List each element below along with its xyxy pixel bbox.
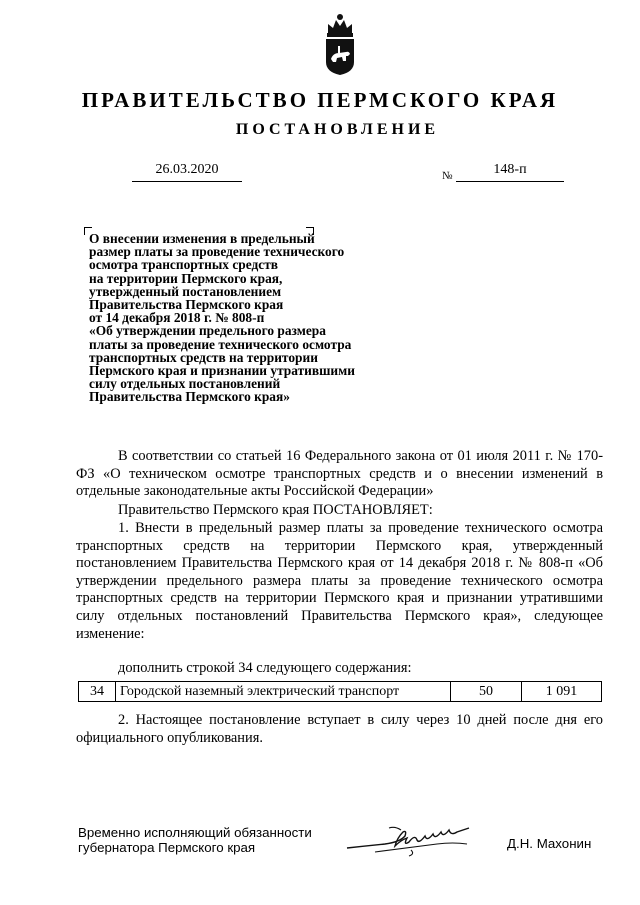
- government-title: ПРАВИТЕЛЬСТВО ПЕРМСКОГО КРАЯ: [81, 88, 559, 112]
- subject-line: «Об утверждении предельного размера: [89, 323, 326, 339]
- document-date: 26.03.2020: [132, 162, 242, 182]
- subject-line: Правительства Пермского края: [89, 297, 284, 313]
- document-type: ПОСТАНОВЛЕНИЕ: [235, 121, 440, 138]
- amendment-table: [78, 681, 602, 702]
- table-cell-value-2: 1 091: [522, 682, 602, 702]
- signatory-position: [78, 825, 312, 855]
- subject-line: от 14 декабря 2018 г. № 808-п: [89, 310, 265, 326]
- table-row: [79, 682, 602, 702]
- resolution-clause: [76, 502, 603, 520]
- subject-line: Пермского края и признании утратившими: [89, 363, 355, 379]
- subject-line: О внесении изменения в предельный: [89, 231, 315, 246]
- signatory-name: Д.Н. Махонин: [507, 836, 592, 851]
- subject-line: утвержденный постановлением: [89, 283, 282, 299]
- item-1-text: 1. Внести в предельный размер платы за проведение технического осмотра транспортных средств на территории Пермского края, утвержденный постановлением Правительства Пермского края от 14 декабря 2018 г. № 808-п «Об утверждении предельного размера платы за проведение технического осмотра транспортных средств на территории Пермского края и признании утратившими силу отдельных постановлений Правительства Пермского края», следующее изменение:: [76, 520, 603, 642]
- item-2-text: 2. Настоящее постановление вступает в силу через 10 дней после дня его официального опубликования.: [76, 712, 603, 746]
- subject-line: транспортных средств на территории: [89, 349, 318, 365]
- table-cell-value-1: 50: [451, 682, 522, 702]
- table-cell-name: Городской наземный электрический транспорт: [116, 682, 451, 702]
- signatory-position-line: губернатора Пермского края: [78, 840, 256, 855]
- handwritten-signature: [345, 822, 475, 858]
- number-sign: №: [442, 170, 453, 182]
- signatory-position-line: Временно исполняющий обязанности: [78, 825, 312, 840]
- subject-line: осмотра транспортных средств: [89, 257, 279, 273]
- amendment-intro: [76, 660, 603, 678]
- subject-heading: [89, 232, 409, 404]
- subject-line: силу отдельных постановлений: [89, 376, 281, 392]
- item-2: [76, 712, 603, 747]
- resolution-text: Правительство Пермского края ПОСТАНОВЛЯЕТ:: [118, 502, 433, 518]
- amendment-intro-text: дополнить строкой 34 следующего содержания:: [118, 660, 412, 676]
- subject-line: платы за проведение технического осмотра: [89, 336, 352, 352]
- subject-line: Правительства Пермского края»: [89, 389, 290, 405]
- item-1: [76, 520, 603, 643]
- preamble: [76, 448, 603, 501]
- preamble-text: В соответствии со статьей 16 Федерального закона от 01 июля 2011 г. № 170-ФЗ «О техническом осмотре транспортных средств и о внесении изменений в отдельные законодательные акты Российской Федерации»: [76, 448, 603, 500]
- table-cell-number: 34: [79, 682, 116, 702]
- coat-of-arms-icon: [322, 12, 358, 76]
- document-number: 148-п: [456, 162, 564, 182]
- subject-line: размер платы за проведение технического: [89, 244, 345, 260]
- subject-line: на территории Пермского края,: [89, 270, 283, 286]
